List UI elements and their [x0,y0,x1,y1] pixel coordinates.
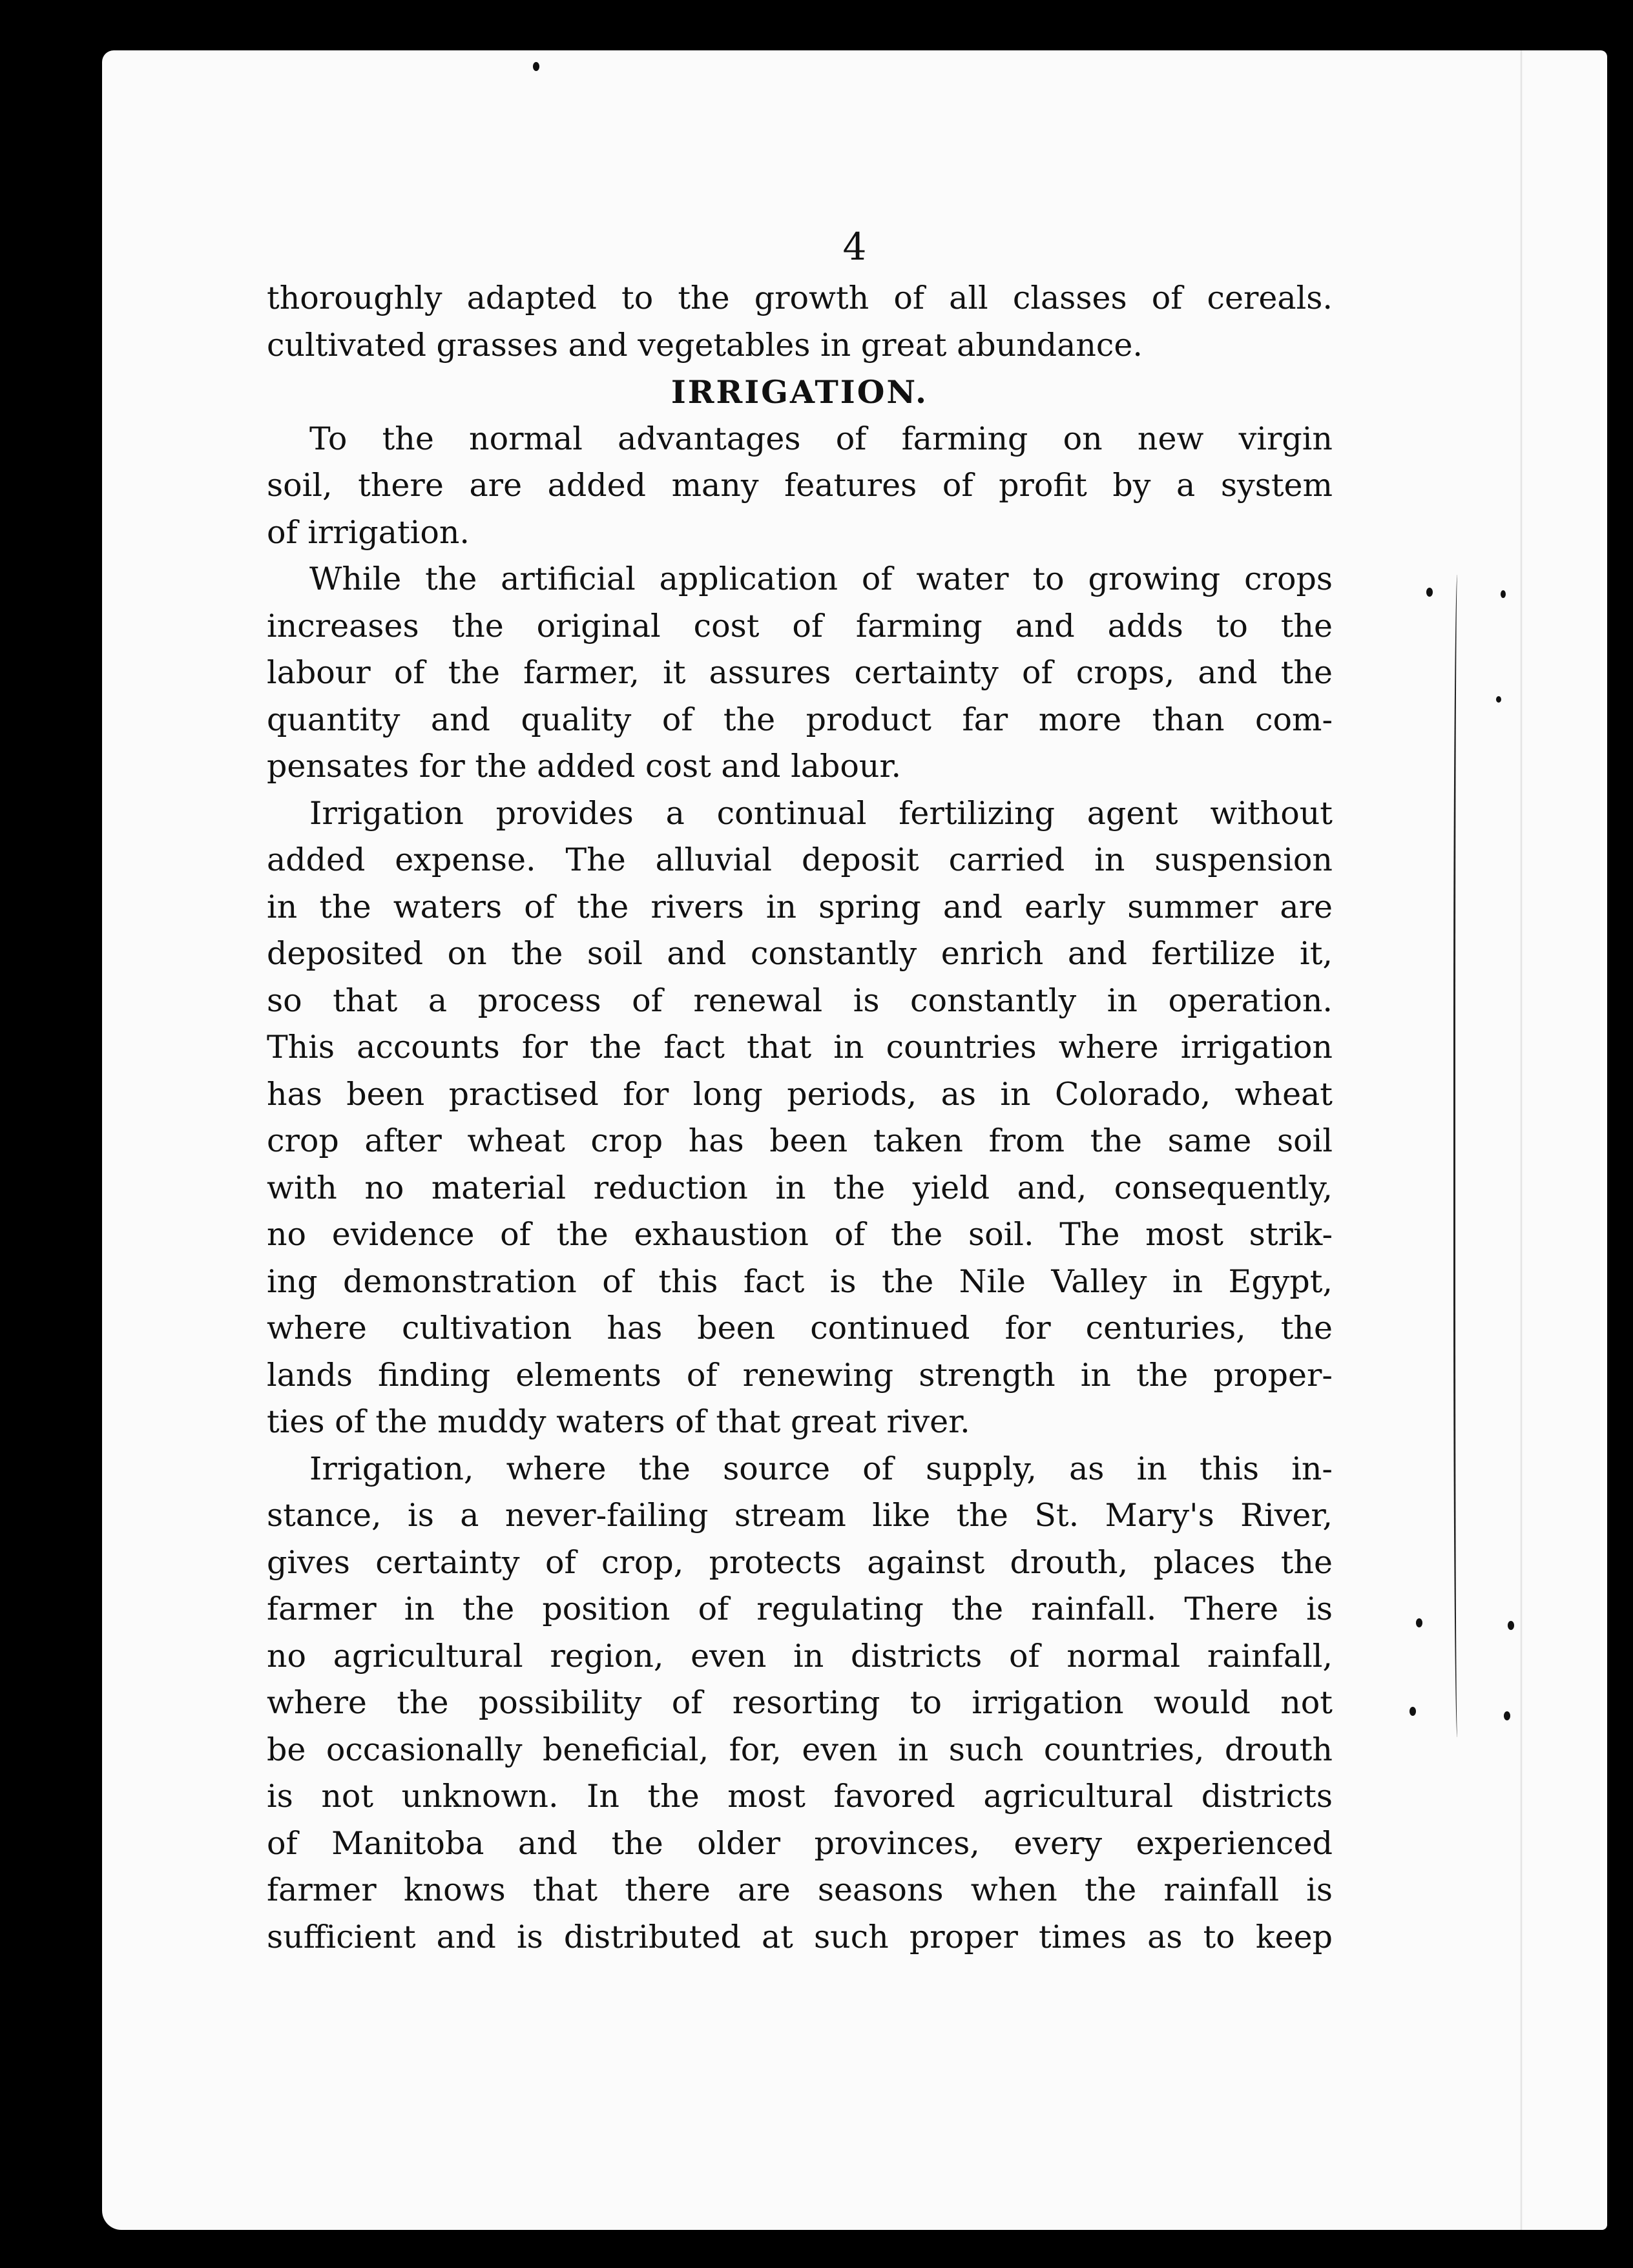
text-line: ties of the muddy waters of that great river. [267,1403,970,1440]
text-line: has been practised for long periods, as in Colorado, wheat [267,1075,1333,1113]
page-number: 4 [842,225,867,269]
text-line: This accounts for the fact that in countries where irrigation [267,1029,1333,1066]
text-line: added expense. The alluvial deposit carried in suspension [267,841,1333,878]
text-line: deposited on the soil and constantly enrich and fertilize it, [267,935,1333,972]
paragraph-first-line: While the artificial application of water to growing crops [309,561,1333,597]
paragraph-first-line: Irrigation provides a continual fertilizing agent without [309,794,1333,832]
text-line: quantity and quality of the product far more than com- [267,701,1333,738]
text-line: be occasionally beneficial, for, even in such countries, drouth [267,1731,1333,1768]
text-line: no evidence of the exhaustion of the soil. The most strik- [267,1216,1333,1253]
binding-hole-mark [1416,1618,1422,1627]
text-line: farmer knows that there are seasons when the rainfall is [267,1871,1333,1908]
text-line: stance, is a never-failing stream like the St. Mary's River, [267,1497,1333,1534]
text-line: sufficient and is distributed at such proper times as to keep [267,1918,1333,1955]
text-line: ing demonstration of this fact is the Nile Valley in Egypt, [267,1263,1333,1300]
binding-hole-mark [1496,696,1501,703]
text-line: soil, there are added many features of profit by a system [267,467,1333,504]
text-line: where the possibility of resorting to irrigation would not [267,1684,1333,1721]
text-line: increases the original cost of farming and adds to the [267,607,1333,644]
text-line: farmer in the position of regulating the rainfall. There is [267,1591,1333,1627]
text-line: no agricultural region, even in districts of normal rainfall, [267,1637,1333,1675]
text-line: so that a process of renewal is constantly in operation. [267,982,1333,1019]
ink-speck [533,62,539,71]
text-line: crop after wheat crop has been taken from the same soil [267,1122,1333,1159]
text-line: pensates for the added cost and labour. [267,748,902,785]
binding-hole-mark [1501,590,1506,598]
scanned-page [102,50,1607,2230]
text-line: is not unknown. In the most favored agricultural districts [267,1778,1333,1815]
binding-hole-mark [1426,588,1433,597]
binding-hole-mark [1508,1621,1514,1630]
text-line: with no material reduction in the yield and, consequently, [267,1169,1333,1206]
text-line: labour of the farmer, it assures certainty of crops, and the [267,654,1333,691]
text-line: of Manitoba and the older provinces, every experienced [267,1824,1333,1862]
binding-thread-line [1453,575,1463,1737]
text-line: gives certainty of crop, protects against drouth, places the [267,1543,1333,1581]
paragraph-first-line: Irrigation, where the source of supply, as in this in- [309,1450,1333,1487]
paragraph-first-line: To the normal advantages of farming on new virgin [309,420,1333,457]
section-heading: IRRIGATION. [671,373,929,411]
text-line: lands finding elements of renewing strength in the proper- [267,1356,1333,1394]
text-line: cultivated grasses and vegetables in great abundance. [267,326,1143,364]
binding-fold-shadow [1520,50,1523,2230]
text-line: thoroughly adapted to the growth of all classes of cereals. [267,280,1333,316]
text-line: where cultivation has been continued for centuries, the [267,1310,1333,1346]
text-line: of irrigation. [267,513,470,551]
binding-hole-mark [1504,1711,1510,1720]
text-line: in the waters of the rivers in spring and early summer are [267,888,1333,925]
binding-hole-mark [1409,1707,1416,1716]
body-text [267,275,1333,1961]
